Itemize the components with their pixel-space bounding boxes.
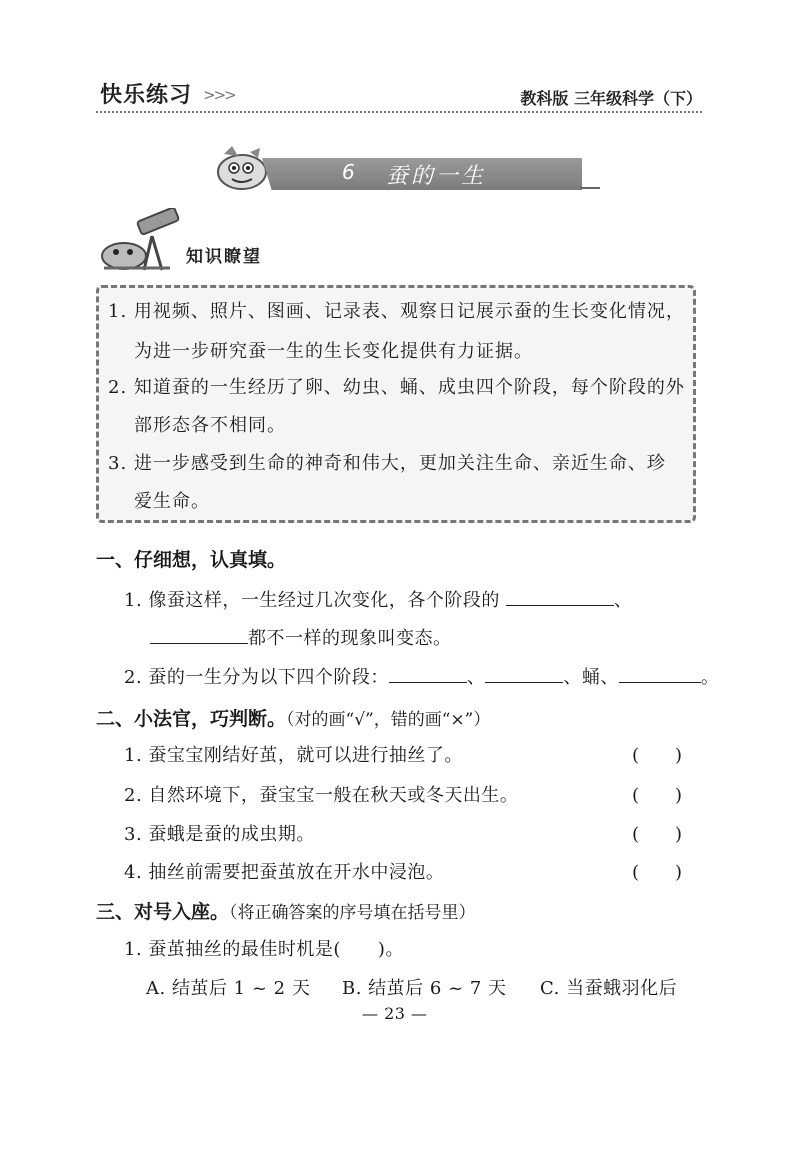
section-2-title: 二、小法官，巧判断。 <box>96 708 287 730</box>
lesson-title: 蚕的一生 <box>386 164 487 189</box>
choice-option-b[interactable]: B. 结茧后 6 ~ 7 天 <box>342 978 507 999</box>
answer-blank[interactable] <box>150 642 248 644</box>
knowledge-point-2-cont: 部形态各不相同。 <box>134 415 286 436</box>
knowledge-point-3: 3. 进一步感受到生命的神奇和伟大，更加关注生命、亲近生命、珍 <box>108 453 666 474</box>
separator: 、 <box>613 590 633 611</box>
book-title: 快乐练习 <box>100 83 193 108</box>
answer-blank[interactable] <box>485 681 563 683</box>
choice-option-a[interactable]: A. 结茧后 1 ~ 2 天 <box>146 978 311 999</box>
judge-item-4: 4. 抽丝前需要把蚕茧放在开水中浸泡。 <box>124 862 445 883</box>
knowledge-point-3-cont: 爱生命。 <box>134 491 210 512</box>
edition-label: 教科版 三年级科学（下） <box>520 89 702 108</box>
knowledge-point-1: 1. 用视频、照片、图画、记录表、观察日记展示蚕的生长变化情况， <box>108 301 685 322</box>
page-number: — 23 — <box>362 1004 428 1023</box>
section-2-instruction: （对的画“√”，错的画“×”） <box>286 710 491 730</box>
section-3-title: 三、对号入座。 <box>96 901 230 923</box>
knowledge-point-1-cont: 为进一步研究蚕一生的生长变化提供有力证据。 <box>134 341 533 362</box>
question-text: 、蛹、 <box>563 667 619 688</box>
section-2-heading <box>96 704 490 731</box>
section-3-heading <box>96 897 476 924</box>
answer-blank[interactable] <box>619 681 701 683</box>
chevron-arrows-icon: >>> <box>203 86 235 104</box>
knowledge-point-2: 2. 知道蚕的一生经历了卵、幼虫、蛹、成虫四个阶段，每个阶段的外 <box>108 377 685 398</box>
fill-question-1-cont <box>150 624 452 650</box>
judge-item-3: 3. 蚕蛾是蚕的成虫期。 <box>124 824 315 845</box>
section-3-instruction: （将正确答案的序号填在括号里） <box>229 903 476 923</box>
judge-item-2: 2. 自然环境下，蚕宝宝一般在秋天或冬天出生。 <box>124 785 519 806</box>
judge-item-1: 1. 蚕宝宝刚结好茧，就可以进行抽丝了。 <box>124 745 463 766</box>
answer-paren[interactable]: ( ) <box>632 745 683 766</box>
answer-paren[interactable]: ( ) <box>632 862 683 883</box>
mascot-icon <box>214 142 270 192</box>
question-text: 都不一样的现象叫变态。 <box>248 628 452 649</box>
fill-question-2 <box>124 663 719 689</box>
question-text: 1. 像蚕这样，一生经过几次变化，各个阶段的 <box>124 590 500 611</box>
separator: 、 <box>466 667 486 688</box>
answer-blank[interactable] <box>389 681 467 683</box>
section-1-heading: 一、仔细想，认真填。 <box>96 549 287 571</box>
answer-paren[interactable]: ( ) <box>632 785 683 806</box>
header-divider <box>96 111 702 113</box>
telescope-icon <box>100 208 182 274</box>
banner-underline <box>580 187 600 189</box>
answer-blank[interactable] <box>506 604 614 606</box>
choice-question-1: 1. 蚕茧抽丝的最佳时机是( )。 <box>124 939 404 960</box>
answer-paren[interactable]: ( ) <box>632 824 683 845</box>
knowledge-heading: 知识瞭望 <box>186 247 262 267</box>
question-end: 。 <box>700 667 720 688</box>
question-text: 2. 蚕的一生分为以下四个阶段： <box>124 667 389 688</box>
fill-question-1 <box>124 586 632 612</box>
lesson-number: 6 <box>342 160 355 184</box>
choice-option-c[interactable]: C. 当蚕蛾羽化后 <box>540 978 678 999</box>
